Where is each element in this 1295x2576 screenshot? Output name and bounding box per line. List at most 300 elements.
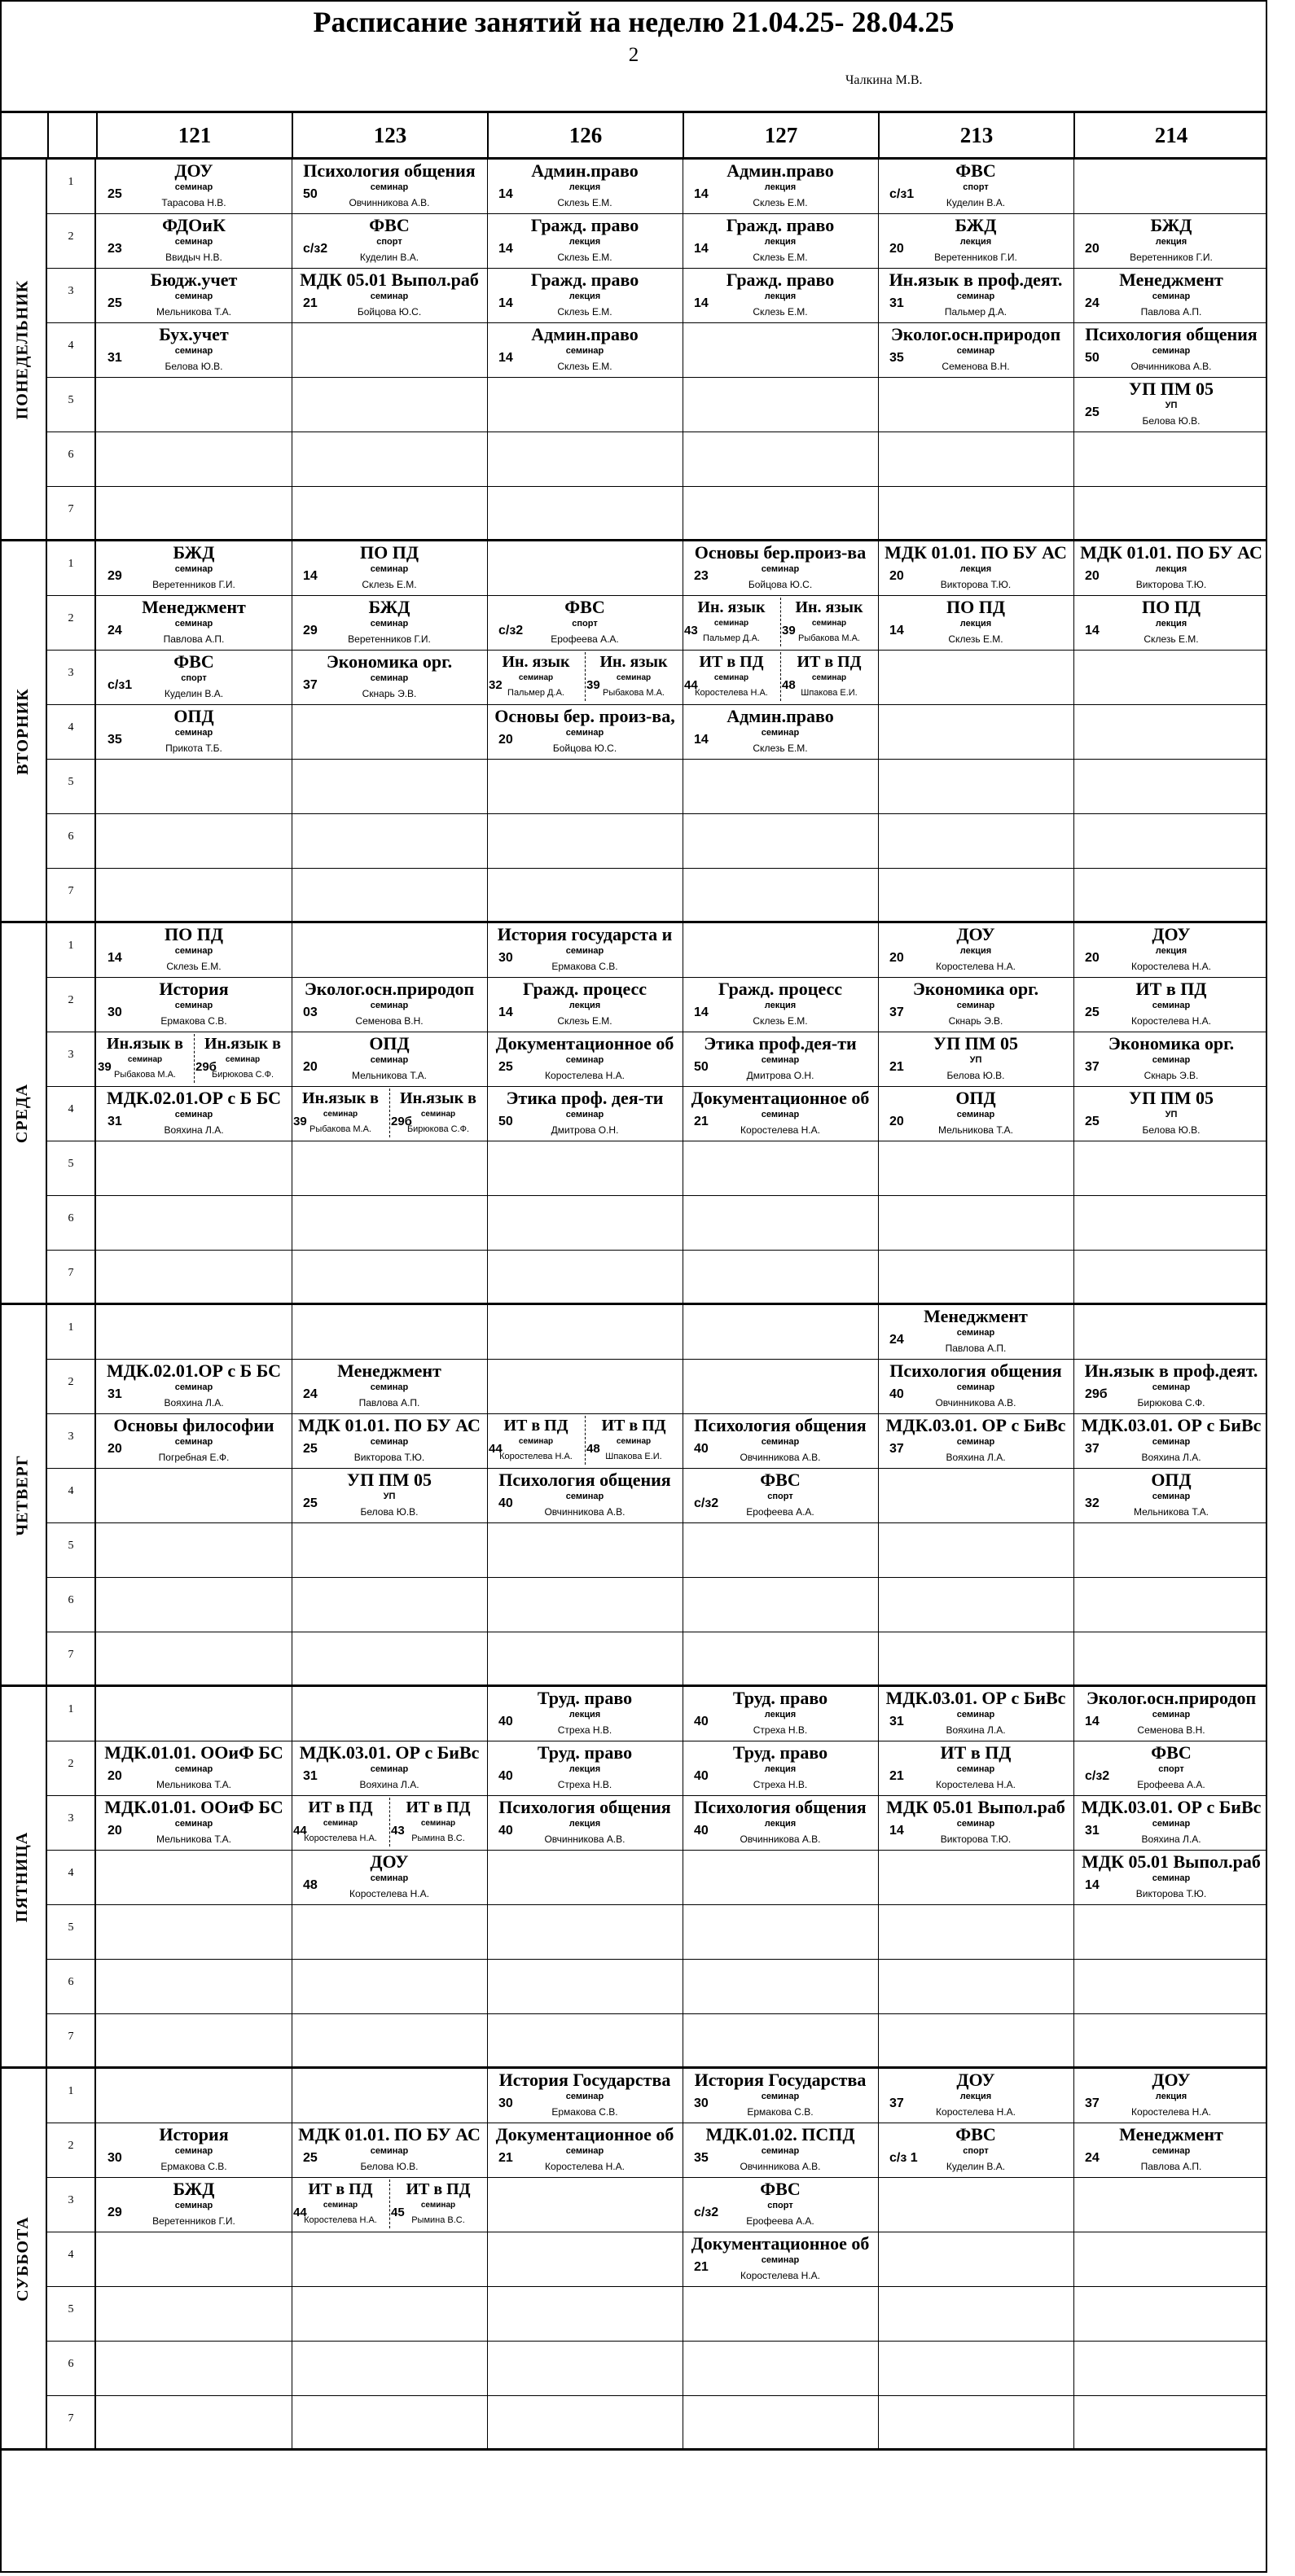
teacher-name: Склезь Е.М. [1144, 633, 1199, 645]
lesson-type: лекция [959, 946, 992, 956]
class-entry[interactable] [487, 1741, 683, 1796]
teacher-name: Вояхина Л.А. [946, 1452, 1006, 1463]
class-entry[interactable] [96, 1360, 292, 1414]
column-divider [1073, 2342, 1074, 2395]
class-entry[interactable] [487, 1796, 683, 1851]
class-entry[interactable] [96, 1032, 194, 1087]
subject-name: Труд. право [537, 1688, 633, 1708]
teacher-name: Ермакова С.В. [160, 2161, 227, 2172]
column-divider [1073, 2287, 1074, 2341]
class-entry[interactable] [878, 1414, 1073, 1469]
column-divider [487, 2232, 488, 2286]
lesson-type: лекция [568, 182, 601, 192]
split-divider [780, 652, 781, 701]
room-number: 14 [694, 1005, 709, 1019]
teacher-name: Склезь Е.М. [166, 961, 222, 972]
class-entry[interactable] [1073, 596, 1269, 651]
day-label [0, 1305, 47, 1684]
slot-number: 4 [47, 2232, 96, 2286]
subject-name: Гражд. процесс [718, 979, 843, 999]
class-entry[interactable] [1073, 214, 1269, 269]
lesson-type: семинар [713, 673, 749, 682]
column-divider [487, 1905, 488, 1959]
column-divider [878, 2342, 879, 2395]
lesson-type: лекция [568, 1710, 601, 1720]
subject-name: История государста и [497, 924, 673, 944]
class-entry[interactable] [878, 269, 1073, 323]
class-entry[interactable] [683, 1796, 878, 1851]
class-entry[interactable] [878, 596, 1073, 651]
class-entry[interactable] [1073, 1469, 1269, 1523]
room-number: 14 [498, 296, 513, 310]
teacher-name: Вояхина Л.А. [359, 1779, 419, 1790]
class-entry[interactable] [292, 978, 487, 1032]
class-entry[interactable] [292, 1851, 487, 1905]
header-divider [47, 113, 49, 157]
class-entry[interactable] [683, 2178, 878, 2232]
class-entry[interactable] [683, 214, 878, 269]
lesson-type: лекция [568, 291, 601, 301]
room-number: 40 [498, 1496, 513, 1510]
class-entry[interactable] [487, 1032, 683, 1087]
day-name: ЧЕТВЕРГ [13, 1454, 32, 1536]
subject-name: МДК.01.01. ООиФ БС [104, 1742, 283, 1763]
teacher-name: Склезь Е.М. [362, 579, 417, 590]
class-entry[interactable] [683, 541, 878, 596]
class-entry[interactable] [683, 2123, 878, 2178]
class-entry[interactable] [878, 1360, 1073, 1414]
subject-name: Труд. право [732, 1688, 828, 1708]
slot-number: 7 [47, 869, 96, 922]
column-divider [878, 651, 879, 704]
class-entry[interactable] [292, 541, 487, 596]
class-entry[interactable] [683, 1687, 878, 1741]
lesson-type: лекция [568, 1819, 601, 1829]
lesson-type: лекция [764, 291, 797, 301]
class-entry[interactable] [487, 2123, 683, 2178]
class-entry[interactable] [487, 269, 683, 323]
class-entry[interactable] [878, 323, 1073, 378]
class-entry[interactable] [96, 2178, 292, 2232]
class-entry[interactable] [96, 2123, 292, 2178]
room-number: 37 [889, 2096, 904, 2110]
class-entry[interactable] [878, 978, 1073, 1032]
teacher-name: Скнарь Э.В. [362, 688, 417, 699]
lesson-type: лекция [1155, 946, 1187, 956]
teacher-name: Стреха Н.В. [557, 1779, 612, 1790]
class-entry[interactable] [878, 2123, 1073, 2178]
class-entry[interactable] [389, 1087, 487, 1141]
lesson-type: семинар [616, 1437, 652, 1446]
column-divider [878, 705, 879, 759]
subject-name: МДК 01.01. ПО БУ АС [885, 542, 1067, 563]
room-number: 20 [1085, 951, 1100, 965]
room-number: 40 [694, 1442, 709, 1456]
teacher-name: Мельникова Т.А. [156, 1779, 231, 1790]
lesson-type: семинар [420, 2201, 456, 2210]
column-divider [878, 869, 879, 922]
class-entry[interactable] [96, 1414, 292, 1469]
class-entry[interactable] [487, 705, 683, 760]
page-number: 2 [628, 44, 639, 66]
class-entry[interactable] [1073, 1032, 1269, 1087]
room-number: 50 [1085, 351, 1100, 365]
subject-name: Менеджмент [1119, 269, 1223, 290]
time-slot [47, 1196, 1267, 1251]
room-number: 14 [303, 569, 318, 583]
class-entry[interactable] [96, 978, 292, 1032]
lesson-type: семинар [956, 346, 995, 356]
class-entry[interactable] [683, 1087, 878, 1141]
class-entry[interactable] [780, 651, 878, 705]
class-entry[interactable] [1073, 378, 1269, 432]
subject-name: Документационное об [691, 2233, 870, 2254]
class-entry[interactable] [683, 2069, 878, 2123]
class-entry[interactable] [878, 1796, 1073, 1851]
day-block [0, 923, 1267, 1305]
column-divider [878, 2178, 879, 2232]
teacher-name: Коростелева Н.А. [1131, 1015, 1211, 1027]
lesson-type: семинар [565, 728, 604, 738]
subject-name: МДК.03.01. ОР с БиВс [1081, 1797, 1262, 1817]
lesson-type: лекция [764, 1764, 797, 1774]
lesson-type: лекция [764, 237, 797, 247]
subject-name: Ин. язык [502, 653, 570, 671]
subject-name: ИТ в ПД [699, 653, 764, 671]
subject-name: БЖД [173, 2179, 215, 2199]
lesson-type: семинар [1152, 346, 1191, 356]
teacher-name: Веретенников Г.И. [1130, 252, 1213, 263]
subject-name: ИТ в ПД [503, 1417, 568, 1435]
room-number: 25 [303, 1496, 318, 1510]
class-entry[interactable] [878, 214, 1073, 269]
day-label [0, 160, 47, 539]
split-divider [194, 1034, 195, 1083]
class-entry[interactable] [292, 651, 487, 705]
class-entry[interactable] [585, 651, 683, 705]
class-entry[interactable] [487, 923, 683, 978]
class-entry[interactable] [487, 214, 683, 269]
class-entry[interactable] [1073, 1741, 1269, 1796]
class-entry[interactable] [683, 2232, 878, 2287]
column-divider [487, 814, 488, 868]
class-entry[interactable] [1073, 1414, 1269, 1469]
room-number: 14 [889, 1824, 904, 1838]
class-entry[interactable] [292, 1414, 487, 1469]
class-entry[interactable] [780, 596, 878, 651]
class-entry[interactable] [96, 160, 292, 214]
subject-name: ПО ПД [360, 542, 419, 563]
room-number: 14 [1085, 624, 1100, 637]
class-entry[interactable] [96, 1087, 292, 1141]
class-entry[interactable] [487, 978, 683, 1032]
slot-number: 3 [47, 651, 96, 704]
class-entry[interactable] [96, 323, 292, 378]
class-entry[interactable] [487, 1087, 683, 1141]
class-entry[interactable] [878, 1687, 1073, 1741]
class-entry[interactable] [683, 269, 878, 323]
teacher-name: Стреха Н.В. [557, 1724, 612, 1736]
slot-number: 2 [47, 596, 96, 650]
teacher-name: Коростелева Н.А. [304, 1833, 377, 1843]
subject-name: Психология общения [303, 160, 476, 181]
subject-name: ПО ПД [946, 597, 1005, 617]
lesson-type: семинар [174, 237, 213, 247]
lesson-type: лекция [959, 2092, 992, 2101]
slot-number: 6 [47, 1578, 96, 1632]
teacher-name: Коростелева Н.А. [1131, 2106, 1211, 2118]
subject-name: МДК 05.01 Выпол.раб [886, 1797, 1065, 1817]
time-slot [47, 814, 1267, 869]
teacher-name: Тарасова Н.В. [161, 197, 226, 208]
class-entry[interactable] [683, 596, 780, 651]
class-entry[interactable] [292, 214, 487, 269]
subject-name: ФВС [1151, 1742, 1192, 1763]
room-number: 44 [293, 1824, 307, 1838]
column-divider [1073, 760, 1074, 813]
room-header: 214 [1073, 113, 1267, 157]
lesson-type: семинар [370, 1001, 409, 1010]
room-number: 20 [889, 951, 904, 965]
class-entry[interactable] [1073, 541, 1269, 596]
class-entry[interactable] [878, 1032, 1073, 1087]
room-number: с/з2 [694, 1496, 719, 1510]
class-entry[interactable] [878, 1741, 1073, 1796]
class-entry[interactable] [683, 705, 878, 760]
teacher-name: Пальмер Д.А. [944, 306, 1007, 318]
column-divider [1073, 2232, 1074, 2286]
teacher-name: Павлова А.П. [1140, 2161, 1202, 2172]
room-number: 43 [684, 624, 698, 637]
room-number: 21 [694, 1115, 709, 1128]
class-entry[interactable] [96, 923, 292, 978]
class-entry[interactable] [683, 978, 878, 1032]
class-entry[interactable] [487, 1469, 683, 1523]
lesson-type: семинар [174, 1382, 213, 1392]
teacher-name: Прикота Т.Б. [165, 743, 222, 754]
class-entry[interactable] [487, 323, 683, 378]
time-slot [47, 1578, 1267, 1632]
class-entry[interactable] [1073, 1087, 1269, 1141]
lesson-type: семинар [174, 1764, 213, 1774]
lesson-type: семинар [956, 1710, 995, 1720]
lesson-type: лекция [568, 237, 601, 247]
lesson-type: семинар [370, 182, 409, 192]
column-divider [487, 760, 488, 813]
lesson-type: лекция [764, 1819, 797, 1829]
column-divider [1073, 814, 1074, 868]
lesson-type: семинар [174, 1437, 213, 1447]
teacher-name: Стреха Н.В. [753, 1779, 808, 1790]
subject-name: История [159, 979, 229, 999]
class-entry[interactable] [585, 1414, 683, 1469]
teacher-name: Веретенников Г.И. [152, 579, 235, 590]
lesson-type: семинар [174, 1819, 213, 1829]
teacher-name: Вояхина Л.А. [1141, 1833, 1201, 1845]
lesson-type: семинар [420, 1819, 456, 1828]
class-entry[interactable] [389, 2178, 487, 2232]
class-entry[interactable] [683, 160, 878, 214]
teacher-name: Белова Ю.В. [165, 361, 223, 372]
column-divider [487, 1851, 488, 1904]
class-entry[interactable] [487, 651, 585, 705]
class-entry[interactable] [1073, 323, 1269, 378]
column-divider [878, 1578, 879, 1632]
time-slot [47, 1251, 1267, 1305]
room-number: 30 [498, 951, 513, 965]
class-entry[interactable] [389, 1796, 487, 1851]
teacher-name: Ерофеева А.А. [551, 633, 619, 645]
class-entry[interactable] [1073, 1687, 1269, 1741]
lesson-type: семинар [370, 564, 409, 574]
subject-name: УП ПМ 05 [1128, 1088, 1214, 1108]
room-number: 20 [1085, 242, 1100, 256]
class-entry[interactable] [683, 1741, 878, 1796]
room-number: 44 [293, 2206, 307, 2219]
slot-number: 6 [47, 432, 96, 486]
class-entry[interactable] [878, 541, 1073, 596]
teacher-name: Рыбакова М.А. [603, 688, 665, 698]
class-entry[interactable] [1073, 1796, 1269, 1851]
class-entry[interactable] [878, 2069, 1073, 2123]
class-entry[interactable] [1073, 269, 1269, 323]
lesson-type: семинар [761, 2255, 800, 2265]
column-divider [1073, 869, 1074, 922]
class-entry[interactable] [683, 1032, 878, 1087]
class-entry[interactable] [96, 1741, 292, 1796]
class-entry[interactable] [292, 2123, 487, 2178]
class-entry[interactable] [292, 2178, 389, 2232]
time-slot [47, 869, 1267, 923]
class-entry[interactable] [878, 1087, 1073, 1141]
class-entry[interactable] [96, 651, 292, 705]
class-entry[interactable] [292, 1741, 487, 1796]
lesson-type: семинар [518, 673, 554, 682]
room-number: 30 [108, 2151, 122, 2165]
class-entry[interactable] [292, 269, 487, 323]
class-entry[interactable] [292, 160, 487, 214]
subject-name: ОПД [955, 1088, 996, 1108]
class-entry[interactable] [292, 1032, 487, 1087]
column-divider [878, 1905, 879, 1959]
room-number: 40 [498, 1769, 513, 1783]
lesson-type: семинар [956, 1110, 995, 1119]
subject-name: ФВС [760, 2179, 801, 2199]
column-divider [1073, 1905, 1074, 1959]
class-entry[interactable] [96, 705, 292, 760]
subject-name: История Государства [498, 2070, 671, 2090]
subject-name: БЖД [1150, 215, 1192, 235]
day-label [0, 541, 47, 921]
day-name: ПОНЕДЕЛЬНИК [13, 279, 32, 419]
column-divider [878, 378, 879, 432]
room-number: 14 [694, 242, 709, 256]
class-entry[interactable] [96, 269, 292, 323]
subject-name: ИТ в ПД [406, 1798, 471, 1816]
teacher-name: Склезь Е.М. [557, 252, 612, 263]
teacher-name: Склезь Е.М. [557, 1015, 612, 1027]
room-number: 44 [684, 678, 698, 692]
class-entry[interactable] [878, 923, 1073, 978]
class-entry[interactable] [487, 596, 683, 651]
class-entry[interactable] [683, 651, 780, 705]
room-number: 14 [498, 1005, 513, 1019]
subject-name: МДК 05.01 Выпол.раб [300, 269, 479, 290]
teacher-name: Скнарь Э.В. [948, 1015, 1003, 1027]
teacher-name: Склезь Е.М. [753, 197, 808, 208]
column-divider [487, 869, 488, 922]
subject-name: БЖД [173, 542, 215, 563]
subject-name: ИТ в ПД [940, 1742, 1012, 1763]
teacher-name: Викторова Т.Ю. [1135, 1888, 1207, 1899]
teacher-name: Бойцова Ю.С. [357, 306, 422, 318]
class-entry[interactable] [683, 1469, 878, 1523]
class-entry[interactable] [1073, 2123, 1269, 2178]
subject-name: МДК.02.01.ОР с Б БС [107, 1360, 281, 1381]
teacher-name: Шпакова Е.И. [605, 1452, 662, 1461]
subject-name: ФВС [955, 160, 996, 181]
column-divider [487, 1251, 488, 1304]
column-divider [487, 378, 488, 432]
class-entry[interactable] [1073, 978, 1269, 1032]
class-entry[interactable] [487, 160, 683, 214]
class-entry[interactable] [1073, 1360, 1269, 1414]
class-entry[interactable] [1073, 1851, 1269, 1905]
class-entry[interactable] [487, 1414, 585, 1469]
room-number: 25 [108, 296, 122, 310]
lesson-type: семинар [811, 619, 847, 628]
room-number: 32 [1085, 1496, 1100, 1510]
column-divider [878, 1251, 879, 1304]
class-entry[interactable] [96, 596, 292, 651]
teacher-name: Бирюкова С.Ф. [406, 1124, 470, 1134]
lesson-type: лекция [959, 564, 992, 574]
class-entry[interactable] [96, 541, 292, 596]
class-entry[interactable] [292, 1087, 389, 1141]
class-entry[interactable] [96, 1796, 292, 1851]
slot-number: 4 [47, 323, 96, 377]
class-entry[interactable] [487, 2069, 683, 2123]
lesson-type: семинар [956, 1382, 995, 1392]
class-entry[interactable] [194, 1032, 292, 1087]
teacher-name: Овчинникова А.В. [1130, 361, 1212, 372]
lesson-type: семинар [956, 1328, 995, 1338]
class-entry[interactable] [878, 1305, 1073, 1360]
class-entry[interactable] [292, 1469, 487, 1523]
class-entry[interactable] [292, 1796, 389, 1851]
room-number: с/з1 [889, 187, 915, 201]
slot-number: 1 [47, 2069, 96, 2123]
subject-name: Админ.право [531, 324, 639, 344]
time-slot [47, 1960, 1267, 2014]
room-number: с/з2 [1085, 1769, 1110, 1783]
room-number: 14 [498, 351, 513, 365]
class-entry[interactable] [1073, 923, 1269, 978]
lesson-type: семинар [761, 1055, 800, 1065]
class-entry[interactable] [292, 1360, 487, 1414]
class-entry[interactable] [292, 596, 487, 651]
subject-name: Менеджмент [1119, 2124, 1223, 2144]
class-entry[interactable] [1073, 2069, 1269, 2123]
teacher-name: Мельникова Т.А. [938, 1124, 1013, 1136]
column-divider [487, 432, 488, 486]
room-number: 37 [303, 678, 318, 692]
room-number: 14 [694, 733, 709, 747]
class-entry[interactable] [683, 1414, 878, 1469]
class-entry[interactable] [878, 160, 1073, 214]
class-entry[interactable] [487, 1687, 683, 1741]
class-entry[interactable] [96, 214, 292, 269]
